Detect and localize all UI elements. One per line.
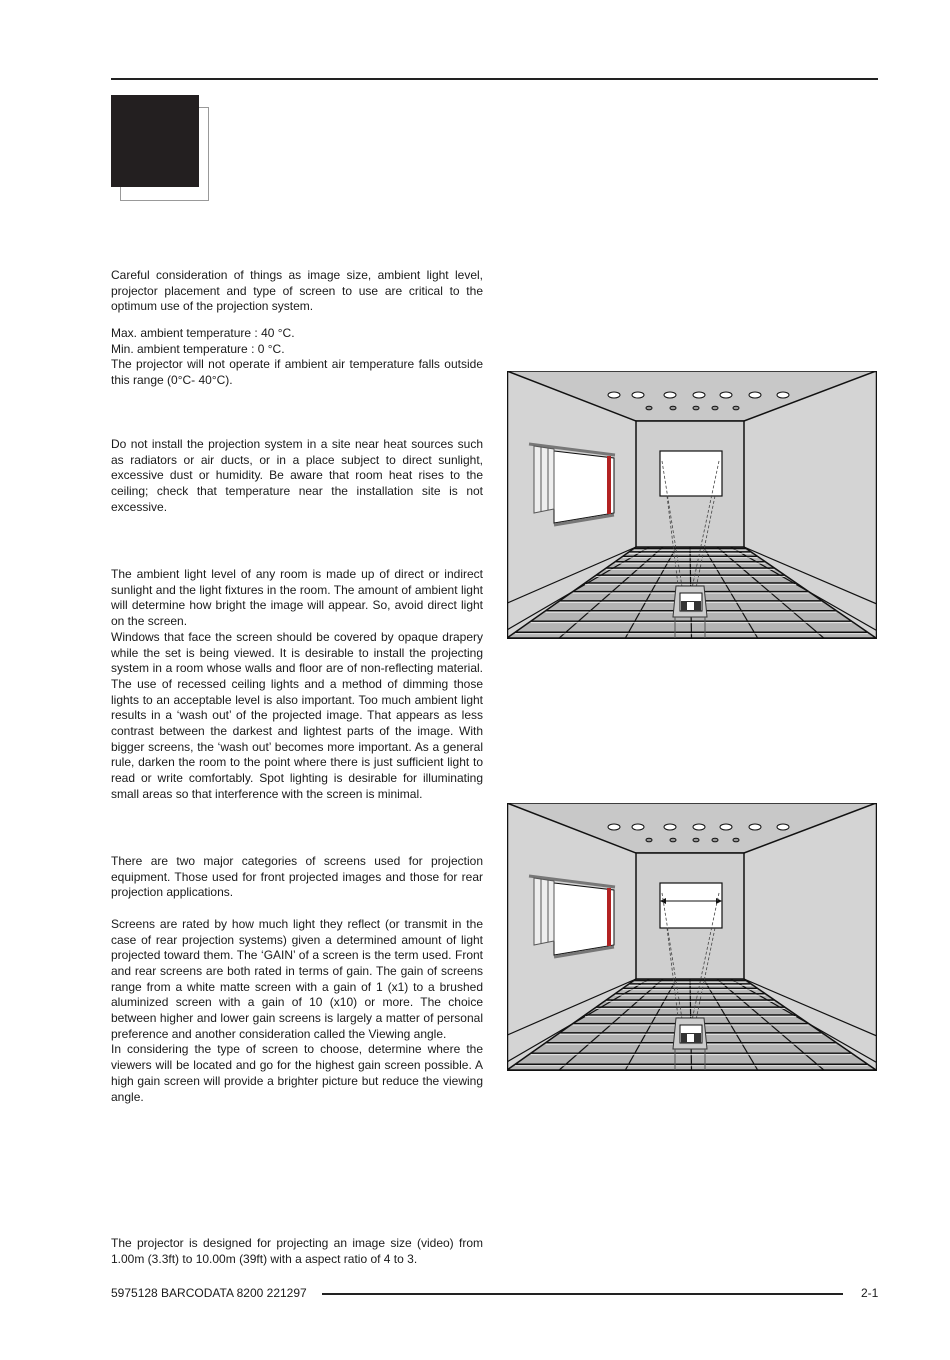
screens-paragraph-1: There are two major categories of screens used for projection equipment. Those used for front projected images and those for rear projection applications. [111, 854, 483, 900]
room-illustration-front [507, 371, 877, 639]
ambient-light-block [111, 567, 483, 803]
ambient-light-paragraph-2: Windows that face the screen should be covered by opaque drapery while the set is being viewed. It is desirable to install the projecting system in a room whose walls and floor are of non-reflecting material. The use of recessed ceiling lights and a method of dimming those lights to an acceptable level is also important. Too much ambient light results in a ‘wash out’ of the projected image. That appears as less contrast between the darkest and lightest parts of the image. With bigger screens, the ‘wash out’ becomes more important. As a general rule, darken the room to the point where there is just sufficient light to read or write comfortably. Spot lighting is desirable for illuminating small areas so that interference with the screen is minimal. [111, 629, 483, 801]
screens-paragraph-3: In considering the type of screen to choose, determine where the viewers will be located and go for the highest gain screen possible. A high gain screen will provide a brighter picture but reduce the viewing angle. [111, 1042, 483, 1104]
min-temperature: Min. ambient temperature : 0 °C. [111, 341, 285, 356]
temperature-note: The projector will not operate if ambient air temperature falls outside this range (0°C- 40°C). [111, 357, 483, 388]
page-number: 2-1 [861, 1286, 879, 1300]
intro-paragraph: Careful consideration of things as image size, ambient light level, projector placement and type of screen to use are critical to the optimum use of the projection system. [111, 268, 483, 314]
screens-block [111, 854, 483, 1105]
screens-paragraph-2: Screens are rated by how much light they reflect (or transmit in the case of rear projection systems) given a determined amount of light projected toward them. The ‘GAIN’ of a screen is the term used. Front and rear screens are both rated in terms of gain. The gain of screens range from a white matte screen with a gain of 1 (x1) to a brushed aluminized screen with a gain of 10 (x10) or more. The choice between higher and lower gain screens is largely a matter of personal preference and another consideration called the Viewing angle. [111, 916, 483, 1041]
header-rule [111, 78, 878, 80]
environment-paragraph: Do not install the projection system in a site near heat sources such as radiators or air ducts, or in a place subject to direct sunlight, excessive dust or humidity. Be aware that room heat rises to the ceiling; check that temperature near the installation site is not excessive. [111, 437, 483, 514]
ambient-light-paragraph-1: The ambient light level of any room is made up of direct or indirect sunlight and the light fixtures in the room. The amount of ambient light will determine how bright the image will appear. So, avoid direct light on the screen. [111, 567, 483, 629]
room-illustration-screen-width [507, 803, 877, 1071]
image-size-paragraph: The projector is designed for projecting an image size (video) from 1.00m (3.3ft) to 10.00m (39ft) with a aspect ratio of 4 to 3. [111, 1236, 483, 1266]
max-temperature: Max. ambient temperature : 40 °C. [111, 326, 295, 340]
temperature-block [111, 326, 483, 389]
chapter-box [111, 95, 199, 187]
footer-doc-ref: 5975128 BARCODATA 8200 221297 [111, 1286, 307, 1300]
footer-rule [322, 1293, 843, 1295]
